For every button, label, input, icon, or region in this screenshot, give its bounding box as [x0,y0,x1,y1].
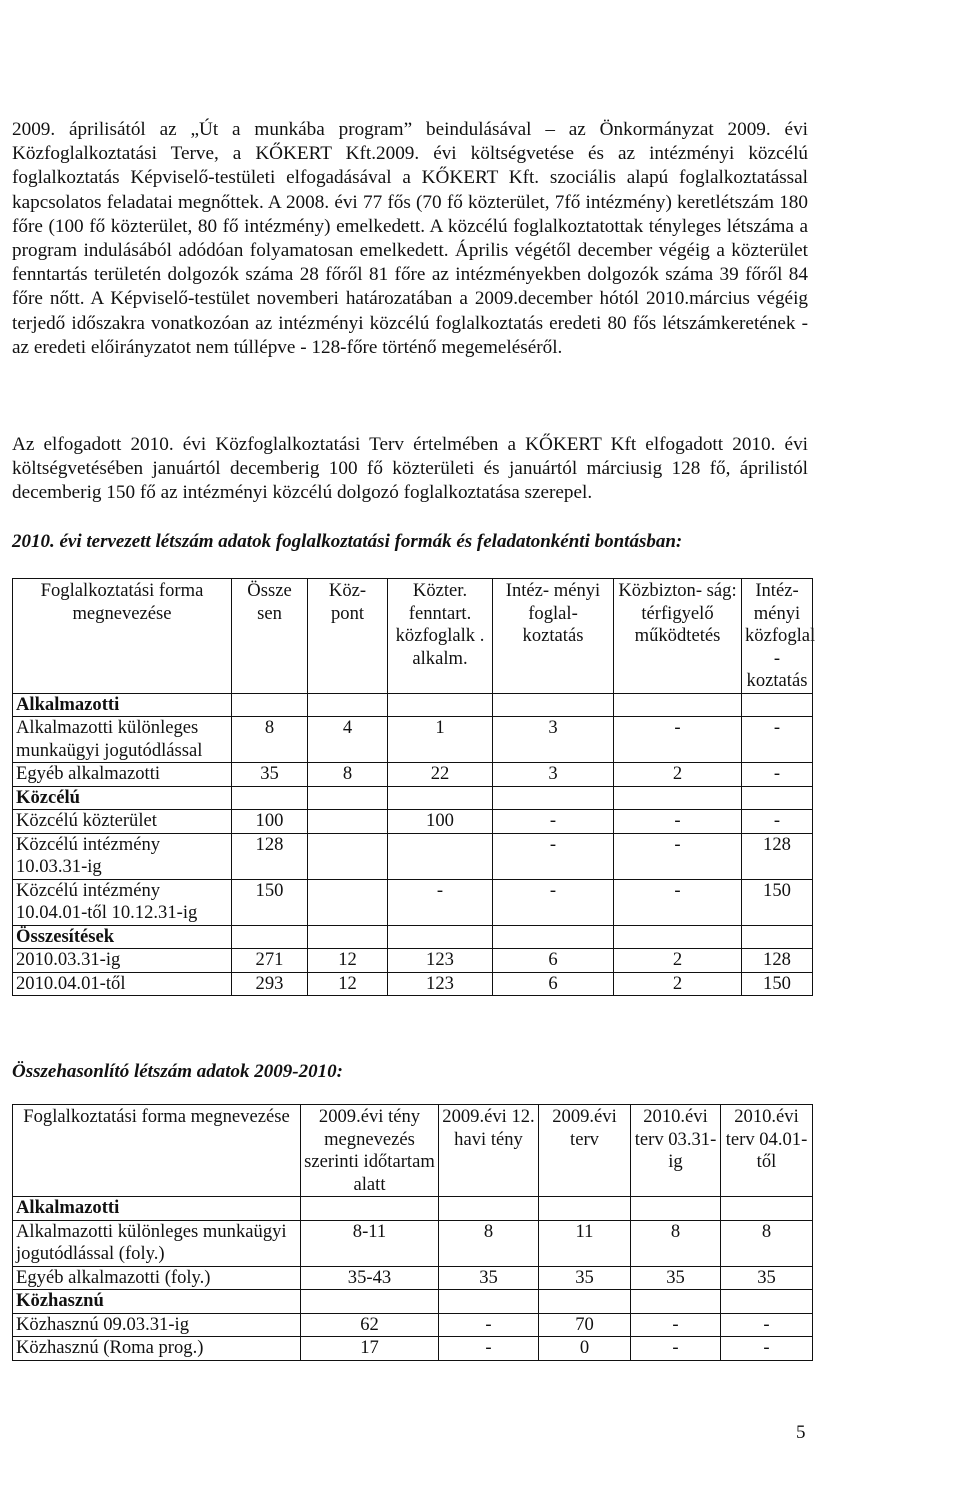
cell: - [493,810,614,834]
row-label: Közhasznú 09.03.31-ig [13,1313,301,1337]
page-number: 5 [796,1422,806,1443]
section-row [13,1197,813,1221]
cell: 6 [493,972,614,996]
header-cell: 2009.évi tény megnevezés szerinti időtartam alatt [301,1105,439,1197]
cell [308,810,388,834]
table-header-row [13,1105,813,1197]
header-cell: Köz- pont [308,579,388,694]
cell: - [614,879,742,925]
table-row [13,833,813,879]
cell [308,833,388,879]
section-row [13,925,813,949]
cell: - [614,810,742,834]
header-cell: Foglalkoztatási forma megnevezése [13,579,232,694]
row-label: Közcélú intézmény 10.04.01-től 10.12.31-ig [13,879,232,925]
cell: 2 [614,972,742,996]
header-cell: Intéz- ményi foglal- koztatás [493,579,614,694]
cell: 70 [539,1313,631,1337]
cell: - [742,717,813,763]
cell: 8 [631,1220,721,1266]
cell: 11 [539,1220,631,1266]
cell: 8-11 [301,1220,439,1266]
row-label: 2010.03.31-ig [13,949,232,973]
cell [388,833,493,879]
cell: 3 [493,717,614,763]
cell: 17 [301,1337,439,1361]
section-label: Alkalmazotti [13,693,232,717]
cell: 62 [301,1313,439,1337]
cell: 293 [232,972,308,996]
cell: - [388,879,493,925]
section-label: Közcélú [13,786,232,810]
cell: - [439,1337,539,1361]
row-label: Közcélú közterület [13,810,232,834]
cell: 8 [721,1220,813,1266]
header-cell: 2010.évi terv 03.31-ig [631,1105,721,1197]
heading-2010-planned: 2010. évi tervezett létszám adatok foglalkoztatási formák és feladatonkénti bontásban: [12,531,683,552]
cell: 100 [388,810,493,834]
section-label: Közhasznú [13,1290,301,1314]
cell: 35 [439,1266,539,1290]
cell: 128 [742,949,813,973]
section-row [13,1290,813,1314]
cell: 8 [439,1220,539,1266]
table-row [13,717,813,763]
header-cell: Foglalkoztatási forma megnevezése [13,1105,301,1197]
section-row [13,693,813,717]
table-row [13,1220,813,1266]
cell: - [493,879,614,925]
cell: 128 [232,833,308,879]
cell: 123 [388,949,493,973]
cell: 271 [232,949,308,973]
cell: 6 [493,949,614,973]
cell: 35-43 [301,1266,439,1290]
cell: 35 [539,1266,631,1290]
cell: - [614,833,742,879]
cell: 8 [232,717,308,763]
header-cell: 2009.évi 12. havi tény [439,1105,539,1197]
table-row [13,972,813,996]
table-row [13,1337,813,1361]
cell: 128 [742,833,813,879]
header-cell: 2009.évi terv [539,1105,631,1197]
cell: - [631,1337,721,1361]
cell: 0 [539,1337,631,1361]
cell: 4 [308,717,388,763]
cell: 1 [388,717,493,763]
cell: 2 [614,763,742,787]
table-row [13,810,813,834]
row-label: Alkalmazotti különleges munkaügyi jogutódlással (foly.) [13,1220,301,1266]
header-cell: 2010.évi terv 04.01-től [721,1105,813,1197]
row-label: Egyéb alkalmazotti (foly.) [13,1266,301,1290]
table-row [13,879,813,925]
cell: - [742,810,813,834]
table-comparison-headcount [12,1104,813,1361]
cell [308,879,388,925]
paragraph-2010-plan: Az elfogadott 2010. évi Közfoglalkoztatási Terv értelmében a KŐKERT Kft elfogadott 2010. évi költségvetésében januártól decemberig 100 fő közterületi és januártól márciusig 128 fő, áprilistól decemberig 150 fő az intézményi közcélú dolgozó foglalkoztatása szerepel. [12,434,808,504]
cell: 3 [493,763,614,787]
cell: - [721,1313,813,1337]
header-cell: Össze sen [232,579,308,694]
paragraph-2009-program: 2009. áprilisától az „Út a munkába program” beindulásával – az Önkormányzat 2009. évi Közfoglalkoztatási Terve, a KŐKERT Kft.2009. évi költségvetése és az intézményi közcélú foglalkoztatás Képviselő-testületi elfogadásával a KŐKERT Kft. szociális alapú foglalkoztatással kapcsolatos feladatai megnőttek. A 2008. évi 77 fős (70 fő közterület, 7fő intézmény) keretlétszám 180 főre (100 fő közterület, 80 fő intézmény) emelkedett. A közcélú foglalkoztatottak tényleges létszáma a program indulásából adódóan folyamatosan emelkedett. Április végétől december végéig a közterület fenntartás területén dolgozók száma 28 főről 81 főre az intézményekben dolgozók száma 39 főről 84 főre nőtt. A Képviselő-testület novemberi határozatában a 2009.december hótól 2010.március végéig terjedő időszakra vonatkozóan az intézményi közcélú foglalkoztatás eredeti 80 fős létszámkeretének - az eredeti előirányzatot nem túllépve - 128-főre történő megemeléséről. [12,119,808,358]
cell: 12 [308,972,388,996]
cell: 150 [742,879,813,925]
cell: 150 [232,879,308,925]
table-row [13,949,813,973]
row-label: 2010.04.01-től [13,972,232,996]
row-label: Egyéb alkalmazotti [13,763,232,787]
section-label: Összesítések [13,925,232,949]
cell: - [631,1313,721,1337]
row-label: Közhasznú (Roma prog.) [13,1337,301,1361]
header-cell: Közter. fenntart. közfoglalk . alkalm. [388,579,493,694]
cell: - [493,833,614,879]
cell: 35 [721,1266,813,1290]
row-label: Alkalmazotti különleges munkaügyi jogutódlással [13,717,232,763]
table-row [13,1266,813,1290]
cell: - [742,763,813,787]
cell: 35 [631,1266,721,1290]
table-row [13,1313,813,1337]
table-header-row [13,579,813,694]
cell: 2 [614,949,742,973]
table-2010-planned-headcount [12,578,816,996]
table-row [13,763,813,787]
cell: 8 [308,763,388,787]
header-cell: Közbizton- ság: térfigyelő működtetés [614,579,742,694]
section-label: Alkalmazotti [13,1197,301,1221]
cell: 35 [232,763,308,787]
cell: - [439,1313,539,1337]
row-label: Közcélú intézmény 10.03.31-ig [13,833,232,879]
cell: 150 [742,972,813,996]
cell: 12 [308,949,388,973]
header-cell: Intéz- ményi közfoglal -koztatás [742,579,813,694]
cell: - [721,1337,813,1361]
cell: - [614,717,742,763]
cell: 123 [388,972,493,996]
cell: 100 [232,810,308,834]
cell: 22 [388,763,493,787]
heading-comparison: Összehasonlító létszám adatok 2009-2010: [12,1061,343,1082]
section-row [13,786,813,810]
